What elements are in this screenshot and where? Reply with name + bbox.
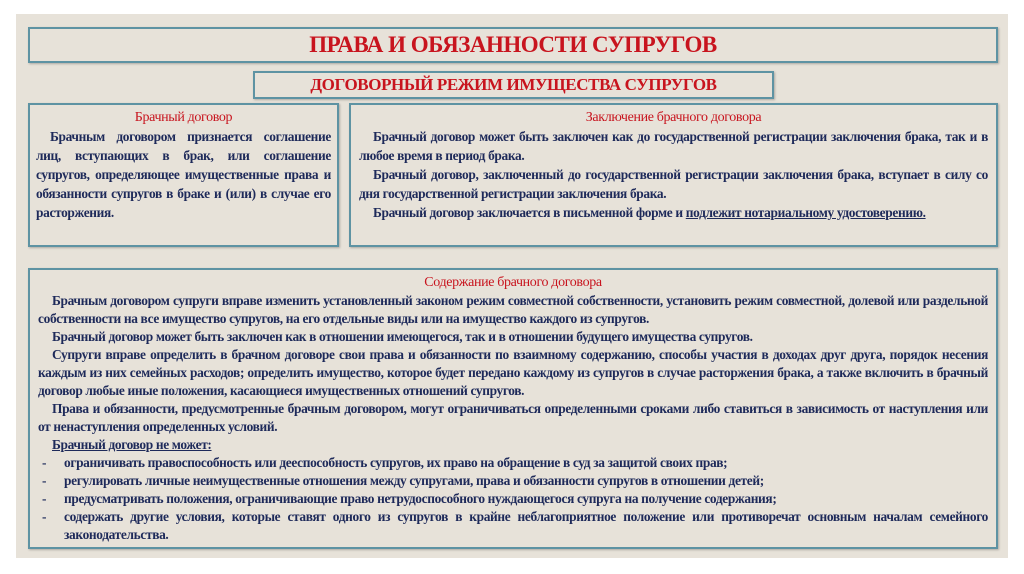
marriage-contract-heading: Брачный договор: [134, 110, 233, 125]
cannot-heading: [38, 436, 988, 454]
conclusion-paragraph-2: Брачный договор, заключенный до государственной регистрации заключения брака, вступает в силу со дня государственной регистрации заключения брака.: [359, 167, 988, 201]
conclusion-paragraph-1: Брачный договор может быть заключен как до государственной регистрации заключения брака, так и в любое время в период брака.: [359, 129, 988, 163]
list-item: - предусматривать положения, ограничивающие право нетрудоспособного нуждающегося супруга на получение содержания;: [38, 490, 988, 508]
conclusion-paragraph-3-text: Брачный договор заключается в письменной форме и: [373, 205, 686, 220]
slide: [16, 14, 1008, 558]
list-item: - регулировать личные неимущественные отношения между супругами, права и обязанности супругов в отношении детей;: [38, 472, 988, 490]
page-title: ПРАВА И ОБЯЗАННОСТИ СУПРУГОВ: [309, 32, 717, 57]
contract-conclusion-box: [349, 103, 998, 247]
cannot-list: [38, 454, 988, 544]
cannot-heading-text: Брачный договор не может:: [52, 437, 212, 452]
content-paragraph: Брачный договор может быть заключен как в отношении имеющегося, так и в отношении будущего имущества супругов.: [52, 329, 753, 344]
content-paragraph: Права и обязанности, предусмотренные брачным договором, могут ограничиваться определенными сроками либо ставиться в зависимость от наступления или от ненаступления определенных условий.: [38, 401, 988, 434]
marriage-contract-definition: Брачным договором признается соглашение лиц, вступающих в брак, или соглашение супругов, определяющее имущественные права и обязанности супругов в браке и (или) в случае его расторжения.: [36, 129, 331, 220]
content-paragraph: Супруги вправе определить в брачном договоре свои права и обязанности по взаимному содержанию, способы участия в доходах друг друга, порядок несения каждым из них семейных расходов; определить имущество, которое будет передано каждому из супругов в случае расторжения брака, а также включить в брачный договор любые иные положения, касающиеся имущественных отношений супругов.: [38, 347, 988, 398]
notary-requirement: подлежит нотариальному удостоверению.: [685, 205, 926, 220]
content-paragraph: Брачным договором супруги вправе изменить установленный законом режим совместной собственности, установить режим совместной, долевой или раздельной собственности на все имущество супругов, на его отдельные виды или на имущество каждого из супругов.: [38, 293, 988, 326]
contract-content-heading: Содержание брачного договора: [424, 275, 602, 290]
list-item: - содержать другие условия, которые ставят одного из супругов в крайне неблагоприятное положение или противоречат основным началам семейного законодательства.: [38, 508, 988, 544]
subtitle: ДОГОВОРНЫЙ РЕЖИМ ИМУЩЕСТВА СУПРУГОВ: [310, 75, 717, 94]
list-item: - ограничивать правоспособность или дееспособность супругов, их право на обращение в суд за защитой своих прав;: [38, 454, 988, 472]
marriage-contract-box: [28, 103, 339, 247]
conclusion-paragraph-3: [359, 203, 988, 222]
contract-content-box: [28, 268, 998, 549]
title-box: [28, 27, 998, 63]
contract-conclusion-heading: Заключение брачного договора: [585, 110, 762, 125]
subtitle-box: [253, 71, 774, 99]
